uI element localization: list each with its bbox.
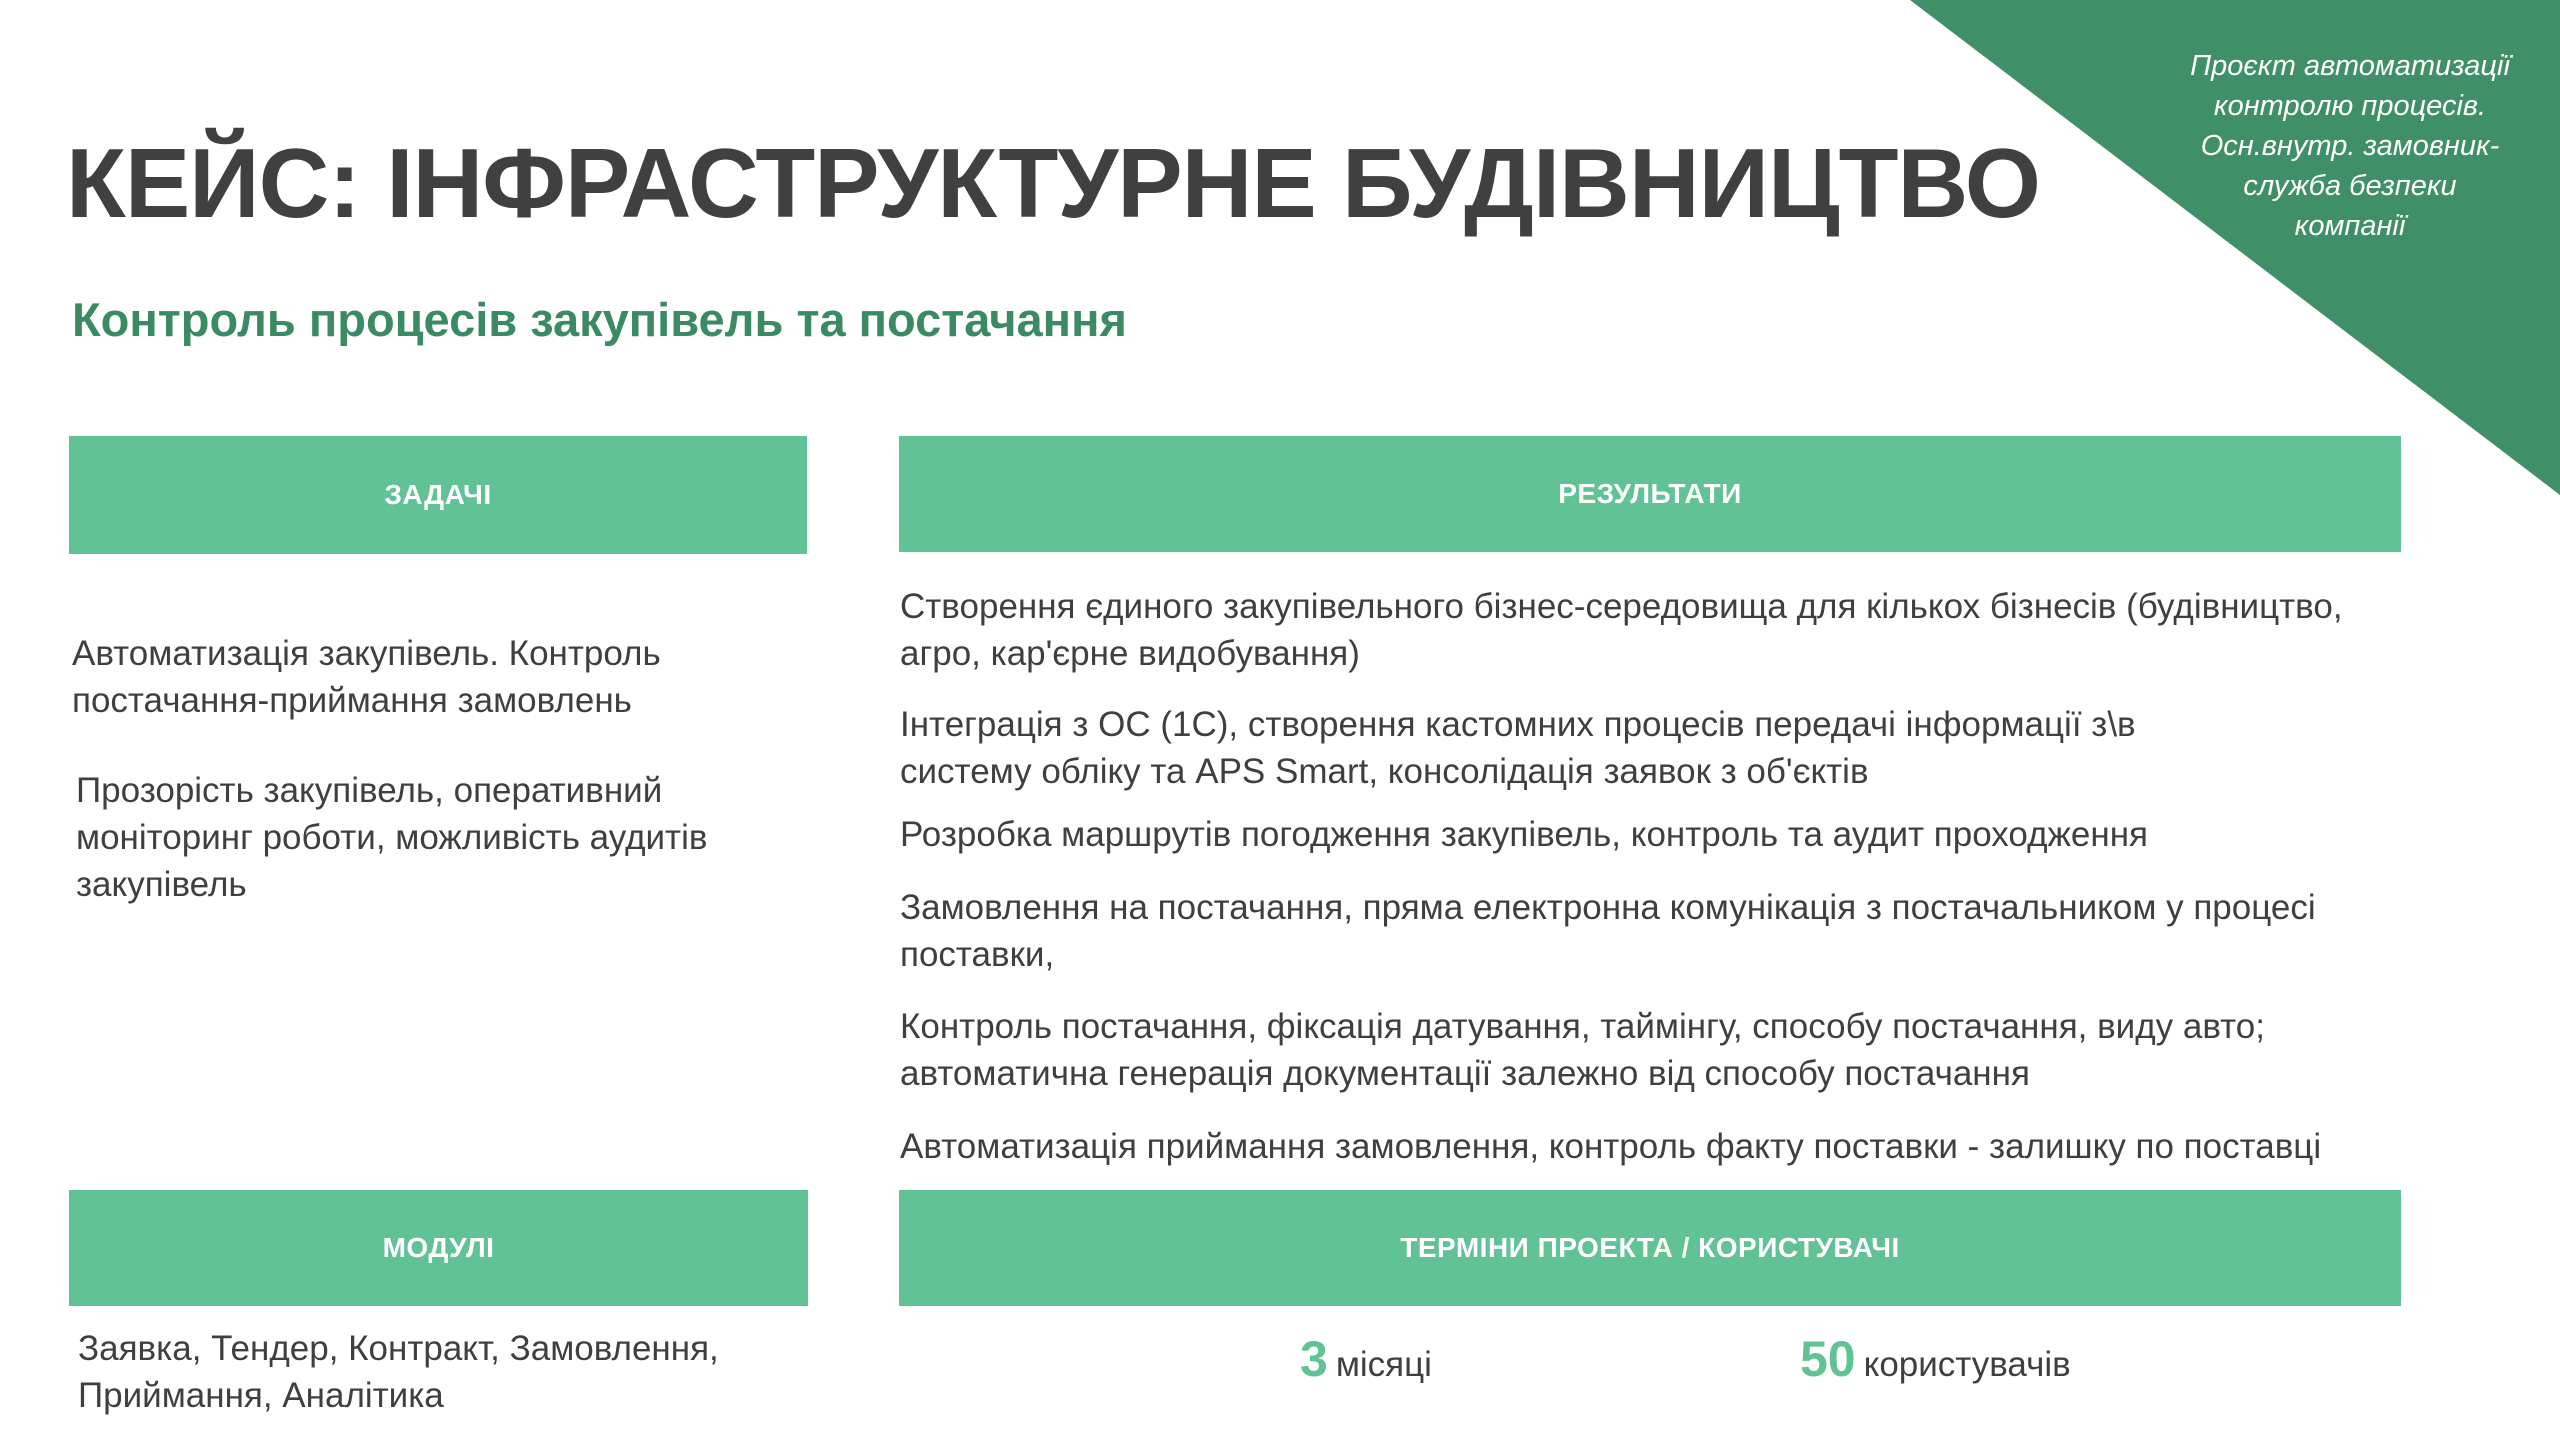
duration-value: 3	[1300, 1331, 1328, 1387]
result-item	[900, 701, 2136, 795]
result-line: Контроль постачання, фіксація датування, таймінгу, способу постачання, виду авто;	[900, 1007, 2265, 1046]
result-line: агро, кар'єрне видобування)	[900, 634, 1360, 673]
result-item	[900, 1003, 2265, 1097]
results-header	[899, 436, 2401, 552]
result-line: поставки,	[900, 935, 1055, 974]
task-item	[72, 630, 661, 724]
corner-note-line: компанії	[2294, 210, 2406, 242]
modules-header	[69, 1190, 808, 1306]
page-subtitle: Контроль процесів закупівель та постачання	[72, 293, 1127, 346]
results-header-label: РЕЗУЛЬТАТИ	[1558, 478, 1742, 509]
tasks-header-label: ЗАДАЧІ	[384, 479, 492, 510]
corner-note-line: контролю процесів.	[2213, 90, 2487, 122]
modules-header-label: МОДУЛІ	[382, 1232, 495, 1263]
result-item	[900, 884, 2316, 978]
task-line: закупівель	[76, 865, 247, 904]
result-line: Інтеграція з ОС (1С), створення кастомних процесів передачі інформації з\в	[900, 705, 2136, 744]
terms-header	[899, 1190, 2401, 1306]
result-line: Замовлення на постачання, пряма електронна комунікація з постачальником у процесі	[900, 888, 2316, 927]
task-line: моніторинг роботи, можливість аудитів	[76, 818, 708, 857]
users-stat	[1800, 1330, 2071, 1388]
duration-unit: місяці	[1335, 1345, 1432, 1384]
result-line: автоматична генерація документації залежно від способу постачання	[900, 1054, 2030, 1093]
corner-note	[2150, 46, 2550, 246]
result-line: систему обліку та APS Smart, консолідація заявок з об'єктів	[900, 752, 1869, 791]
users-unit: користувачів	[1863, 1345, 2071, 1384]
result-line: Автоматизація приймання замовлення, контроль факту поставки - залишку по поставці	[900, 1127, 2322, 1166]
task-item	[76, 767, 707, 908]
result-item	[900, 811, 2148, 858]
modules-line: Приймання, Аналітика	[78, 1376, 444, 1415]
terms-header-label: ТЕРМІНИ ПРОЕКТА / КОРИСТУВАЧІ	[1400, 1232, 1900, 1263]
result-line: Розробка маршрутів погодження закупівель, контроль та аудит проходження	[900, 815, 2148, 854]
tasks-header	[69, 436, 807, 554]
page-title: КЕЙС: ІНФРАСТРУКТУРНЕ БУДІВНИЦТВО	[66, 128, 2041, 238]
users-value: 50	[1800, 1331, 1856, 1387]
result-item	[900, 583, 2343, 677]
task-line: Прозорість закупівель, оперативний	[76, 771, 663, 810]
corner-note-line: служба безпеки	[2243, 170, 2457, 202]
modules-line: Заявка, Тендер, Контракт, Замовлення,	[78, 1329, 719, 1368]
duration-stat	[1300, 1330, 1432, 1388]
task-line: Автоматизація закупівель. Контроль	[72, 634, 661, 673]
result-item	[900, 1123, 2321, 1170]
task-line: постачання-приймання замовлень	[72, 681, 632, 720]
result-line: Створення єдиного закупівельного бізнес-середовища для кількох бізнесів (будівництво,	[900, 587, 2343, 626]
modules-list	[78, 1325, 719, 1419]
corner-note-line: Проєкт автоматизації	[2190, 50, 2510, 82]
corner-note-line: Осн.внутр. замовник-	[2200, 130, 2500, 162]
